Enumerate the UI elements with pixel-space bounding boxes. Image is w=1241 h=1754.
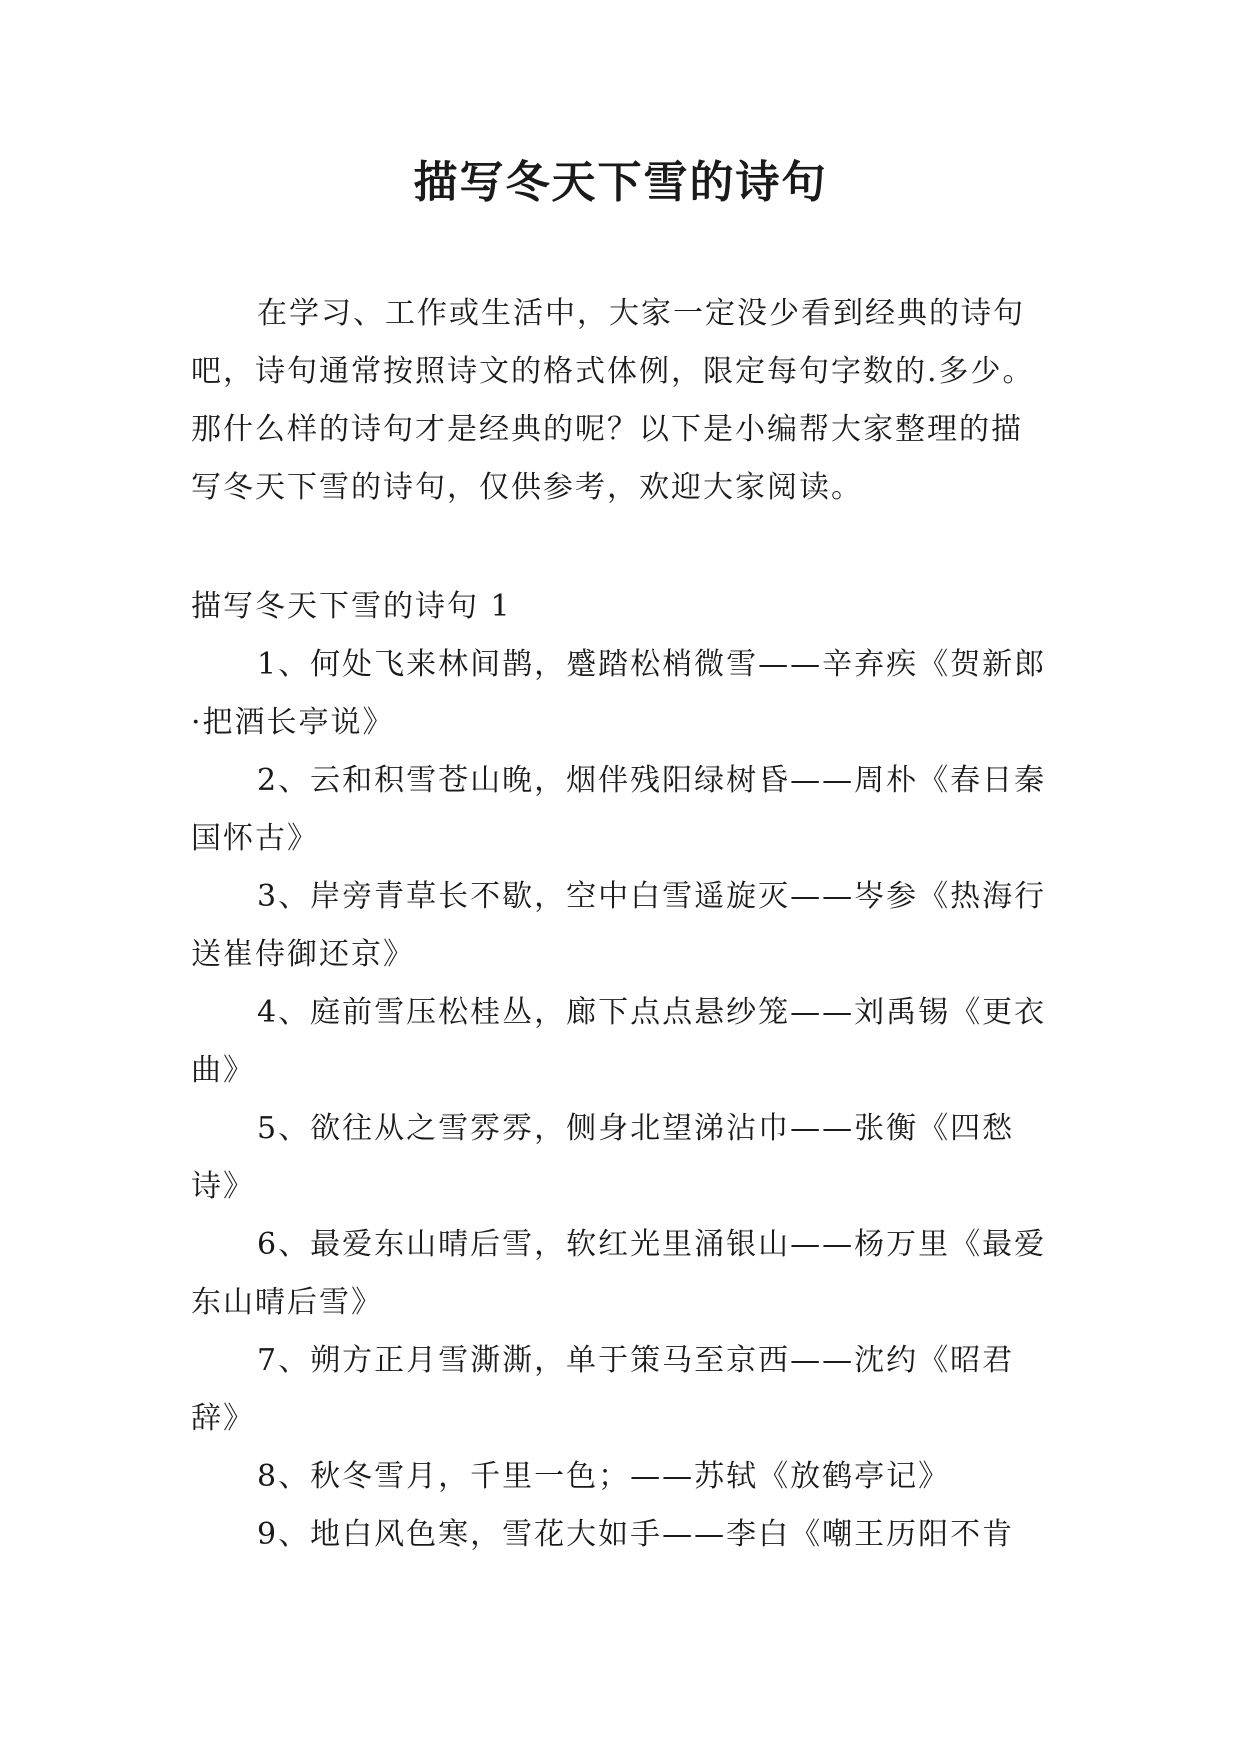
poem-line-6: 6、最爱东山晴后雪，软红光里涌银山——杨万里《最爱东山晴后雪》 <box>191 1227 1047 1320</box>
poem-list <box>191 636 1051 1564</box>
poem-line-8: 8、秋冬雪月，千里一色；——苏轼《放鹤亭记》 <box>257 1459 951 1494</box>
poem-line-7: 7、朔方正月雪澌澌，单于策马至京西——沈约《昭君辞》 <box>191 1343 1015 1436</box>
poem-line-3: 3、岸旁青草长不歇，空中白雪遥旋灭——岑参《热海行送崔侍御还京》 <box>191 879 1047 972</box>
intro-paragraph: 在学习、工作或生活中，大家一定没少看到经典的诗句吧，诗句通常按照诗文的格式体例，限定每句字数的.多少。那什么样的诗句才是经典的呢？以下是小编帮大家整理的描写冬天下雪的诗句，仅供参考，欢迎大家阅读。 <box>191 296 1035 505</box>
document-title: 描写冬天下雪的诗句 <box>413 157 828 208</box>
poem-line-9: 9、地白风色寒，雪花大如手——李白《嘲王历阳不肯 <box>257 1517 1015 1552</box>
poem-line-5: 5、欲往从之雪雰雰，侧身北望涕沾巾——张衡《四愁诗》 <box>191 1111 1015 1204</box>
poem-line-4: 4、庭前雪压松桂丛，廊下点点悬纱笼——刘禹锡《更衣曲》 <box>191 995 1047 1088</box>
poem-line-2: 2、云和积雪苍山晚，烟伴残阳绿树昏——周朴《春日秦国怀古》 <box>191 763 1047 856</box>
poem-line-1: 1、何处飞来林间鹊，蹙踏松梢微雪——辛弃疾《贺新郎·把酒长亭说》 <box>191 647 1047 740</box>
section-title: 描写冬天下雪的诗句 1 <box>191 589 512 624</box>
